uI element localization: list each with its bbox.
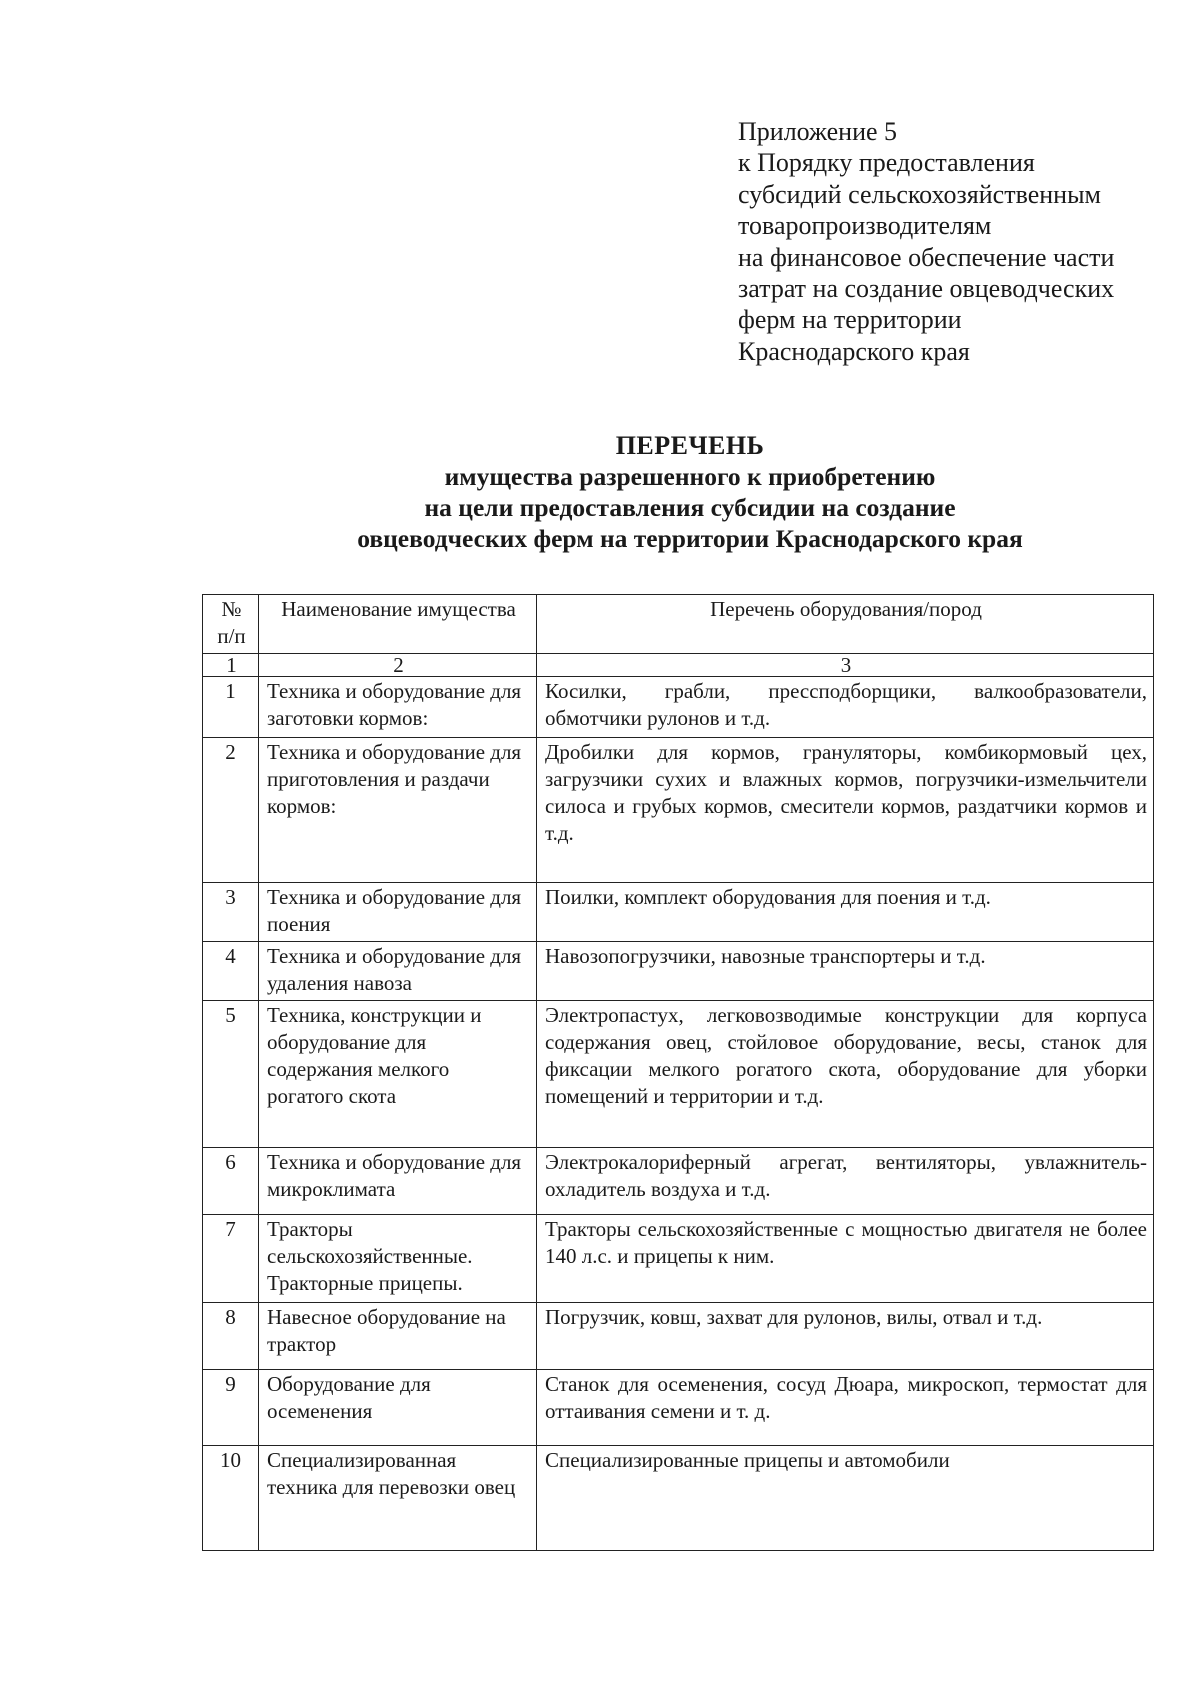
row-items: Тракторы сельскохозяйственные с мощностью двигателя не более 140 л.с. и прицепы к ним. <box>537 1215 1154 1303</box>
table-header-row <box>203 595 1154 654</box>
row-number: 1 <box>203 677 259 738</box>
table-row <box>203 1001 1154 1148</box>
row-items: Электропастух, легковозводимые конструкции для корпуса содержания овец, стойловое оборудование, весы, станок для фиксации мелкого рогатого скота, оборудование для уборки помещений и территории и т.д. <box>537 1001 1154 1148</box>
appendix-line: Приложение 5 <box>738 117 898 146</box>
row-items: Поилки, комплект оборудования для поения и т.д. <box>537 883 1154 942</box>
row-number: 8 <box>203 1303 259 1370</box>
row-name: Техника и оборудование для удаления навоза <box>259 942 537 1001</box>
appendix-line: товаропроизводителям <box>738 211 992 241</box>
row-name: Техника, конструкции и оборудование для содержания мелкого рогатого скота <box>259 1001 537 1148</box>
table-row <box>203 677 1154 738</box>
column-number: 1 <box>203 654 259 677</box>
row-name: Тракторы сельскохозяйственные. Тракторные прицепы. <box>259 1215 537 1303</box>
row-items: Специализированные прицепы и автомобили <box>537 1446 1154 1551</box>
header-items: Перечень оборудования/пород <box>537 595 1154 654</box>
title-heading: ПЕРЕЧЕНЬ <box>615 431 765 460</box>
table-row <box>203 738 1154 883</box>
appendix-line: субсидий сельскохозяйственным <box>738 179 1101 209</box>
table-row <box>203 1215 1154 1303</box>
row-name: Техника и оборудование для поения <box>259 883 537 942</box>
row-items: Станок для осеменения, сосуд Дюара, микроскоп, термостат для оттаивания семени и т. д. <box>537 1370 1154 1446</box>
column-numbers-row <box>203 654 1154 677</box>
title-subtitle-line: на цели предоставления субсидии на создание <box>424 493 956 522</box>
row-name: Техника и оборудование для приготовления и раздачи кормов: <box>259 738 537 883</box>
row-number: 9 <box>203 1370 259 1446</box>
row-name: Навесное оборудование на трактор <box>259 1303 537 1370</box>
row-number: 7 <box>203 1215 259 1303</box>
table-row <box>203 1303 1154 1370</box>
equipment-table <box>202 594 1154 1551</box>
row-items: Косилки, грабли, прессподборщики, валкообразователи, обмотчики рулонов и т.д. <box>537 677 1154 738</box>
row-items: Дробилки для кормов, грануляторы, комбикормовый цех, загрузчики сухих и влажных кормов, погрузчики-измельчители силоса и грубых кормов, смесители кормов, раздатчики кормов и т.д. <box>537 738 1154 883</box>
table-row <box>203 1148 1154 1215</box>
row-number: 5 <box>203 1001 259 1148</box>
table-row <box>203 942 1154 1001</box>
row-number: 3 <box>203 883 259 942</box>
row-name: Техника и оборудование для заготовки кормов: <box>259 677 537 738</box>
header-name: Наименование имущества <box>259 595 537 654</box>
row-items: Навозопогрузчики, навозные транспортеры и т.д. <box>537 942 1154 1001</box>
appendix-line: на финансовое обеспечение части <box>738 242 1115 272</box>
column-number: 3 <box>537 654 1154 677</box>
row-number: 4 <box>203 942 259 1001</box>
appendix-line: ферм на территории <box>738 305 962 335</box>
appendix-line: к Порядку предоставления <box>738 148 1035 178</box>
table-row <box>203 1370 1154 1446</box>
appendix-line: затрат на создание овцеводческих <box>738 274 1115 304</box>
row-name: Специализированная техника для перевозки овец <box>259 1446 537 1551</box>
title-subtitle-line: имущества разрешенного к приобретению <box>444 462 936 491</box>
row-items: Электрокалориферный агрегат, вентиляторы, увлажнитель-охладитель воздуха и т.д. <box>537 1148 1154 1215</box>
row-name: Техника и оборудование для микроклимата <box>259 1148 537 1215</box>
row-number: 2 <box>203 738 259 883</box>
appendix-line: Краснодарского края <box>738 336 970 366</box>
row-items: Погрузчик, ковш, захват для рулонов, вилы, отвал и т.д. <box>537 1303 1154 1370</box>
appendix-note <box>738 116 1178 367</box>
row-number: 6 <box>203 1148 259 1215</box>
table-row <box>203 883 1154 942</box>
row-name: Оборудование для осеменения <box>259 1370 537 1446</box>
document-title <box>220 430 1160 554</box>
row-number: 10 <box>203 1446 259 1551</box>
header-number: № п/п <box>203 595 259 654</box>
column-number: 2 <box>259 654 537 677</box>
title-subtitle-line: овцеводческих ферм на территории Краснодарского края <box>357 524 1023 553</box>
table-row <box>203 1446 1154 1551</box>
